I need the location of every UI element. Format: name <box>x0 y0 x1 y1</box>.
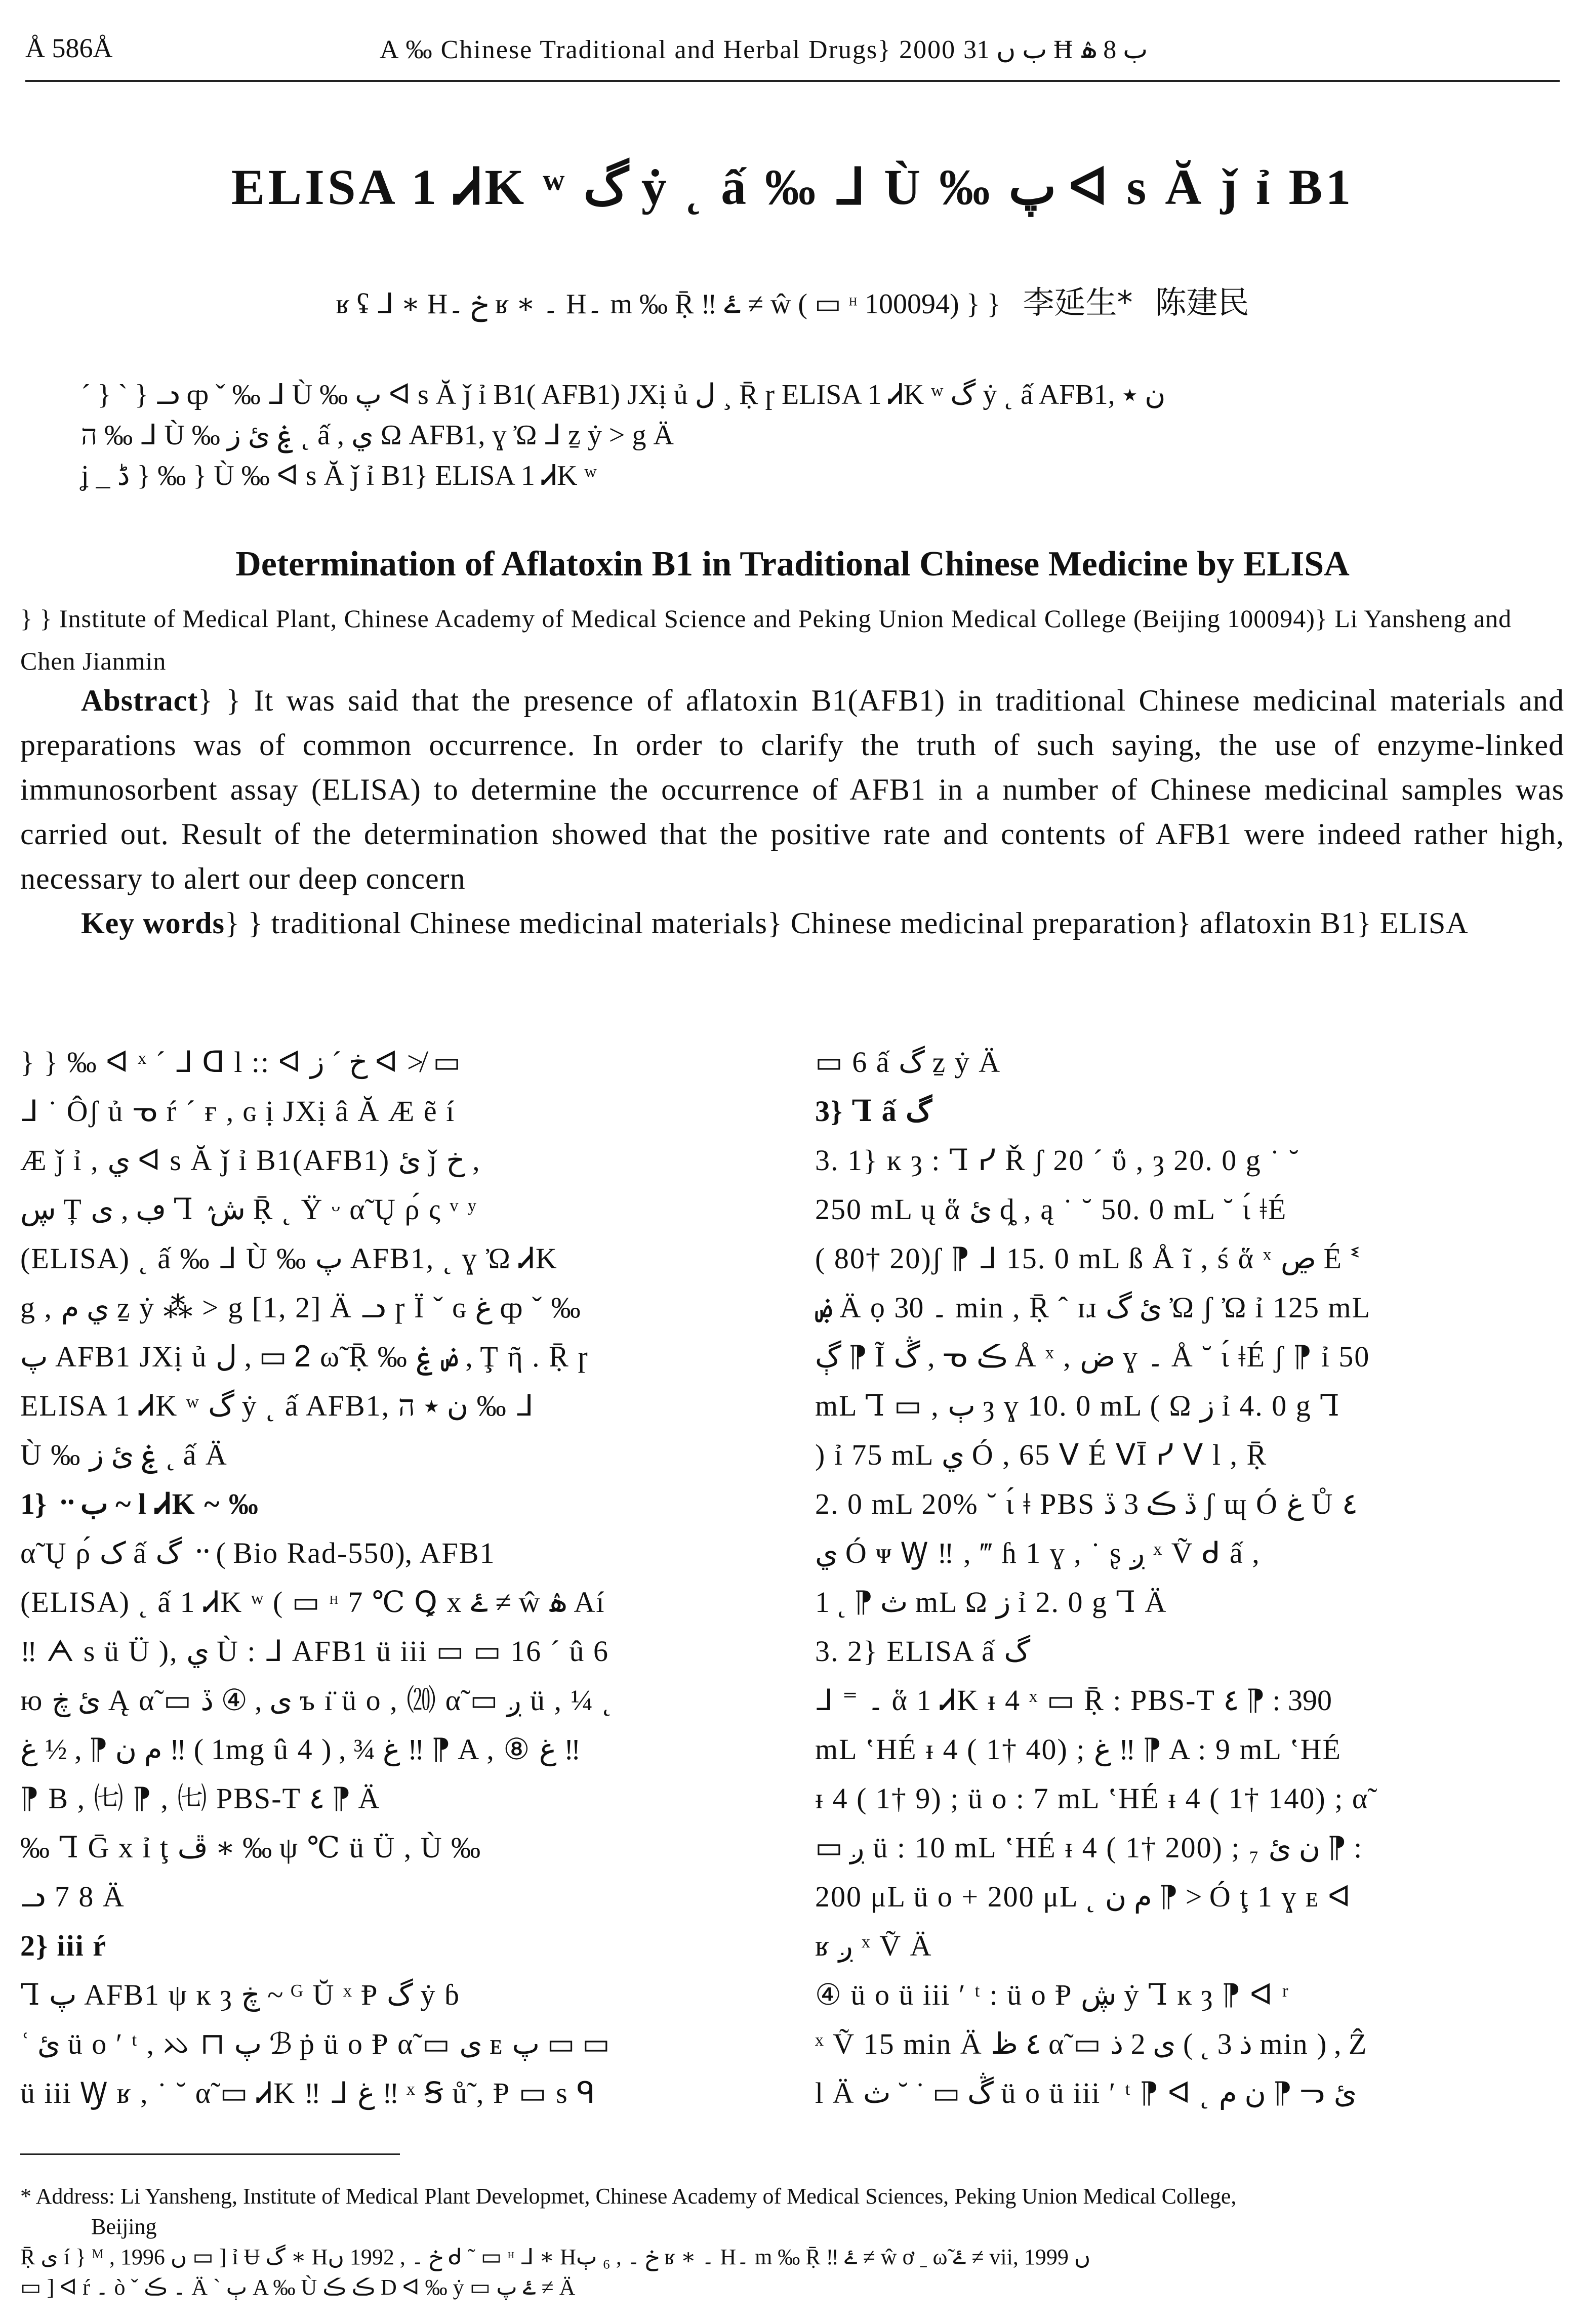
text-line: (ELISA) ˛ ấ ‰ ᒧ Ù ‰ پ AFB1, ˛ ɣ Ὠ ᏗK <box>20 1242 558 1275</box>
text-line: (ELISA) ˛ ấ 1 ᏗK ʷ ( ▭ ᵸ 7 ℃ Ꝗ x ۓ ≠ ŵ ۿ Aí <box>20 1586 605 1618</box>
text-line: ᵻ 4 ( 1† 9) ; ü o : 7 mL ʽHÉ ᵻ 4 ( 1† 140) ; α̃ <box>815 1782 1369 1815</box>
text-line: Æ ǰ ỉ , ي ᐊ s Ă ǰ ỉ B1(AFB1) ئ ǰ خ , <box>20 1144 480 1177</box>
text-line: ʁ ږ ˣ Ṽ Ä <box>815 1929 932 1962</box>
text-line: ▭ 6 ấ گ ẕ ẏ Ä <box>815 1046 1001 1078</box>
abstract-cn-line: ʝ _ ڈ } ‰ } Ù ‰ ᐊ s Ă ǰ ỉ B1} ELISA 1 ᏗK ʷ <box>81 460 597 491</box>
text-line: mL Ꞁ ▭ , ٻ ȝ ɣ 10. 0 mL ( Ω ز ỉ 4. 0 g Ꞁ <box>815 1389 1340 1422</box>
text-line: ˣ Ṽ 15 min Ä ٤ ظ α̃ ▭ ى 2 ذ ( ˛ ذ 3 min ) , Ẑ <box>815 2027 1368 2060</box>
text-line: ث ⁋ ˛ 1 mL Ω ز ỉ 2. 0 g Ꞁ Ä <box>815 1586 1167 1618</box>
abstract-text: } } It was said that the presence of aflatoxin B1(AFB1) in traditional Chinese medicinal materials and preparations was of common occurrence. In order to clarify the truth of such saying, the use of enzyme-linked immunosorbent assay (ELISA) to determine the occurrence of AFB1 in a number of Chinese medicinal samples was carried out. Result of the determination showed that the positive rate and contents of AFB1 were indeed rather high, necessary to alert our deep concern <box>20 684 1564 895</box>
text-line: g , ي م ẕ ẏ ⁂ > g [1, 2] Ä ᓗ ɼ Ï ˇ ɢ غ ȹ ˇ ‰ <box>20 1291 582 1324</box>
text-line: ü iii Ꝡ ʁ , ˙ ˘ α̃ ▭ ᏗK ‼ ᒧ غ ‼ ˣ Ꞩ ů̃ , Ᵽ ▭ s ᑫ <box>20 2077 596 2109</box>
abstract-english <box>20 678 1564 901</box>
text-line: ‼ ᗅ s ü Ü ), ي Ù : ᒧ AFB1 ü iii ▭ ▭ 16 ´ û 6 <box>20 1635 609 1668</box>
text-line: ʿ ئ ü o ʹ ᵗ , ᨇ ⊓ پ ℬ ṗ ü o Ᵽ α̃ ▭ ى ᴇ پ ▭ ▭ <box>20 2027 610 2060</box>
text-line: ᒧ ˙ Ôʃ ủ ᓀ ŕ ´ ғ , ɢ ị JXị â Ă Æ ẽ í <box>20 1095 456 1128</box>
section-heading-2: 2} iii ŕ <box>20 1929 107 1962</box>
section-heading-3: 3} Ꞁ ấ گ <box>815 1095 932 1128</box>
text-line: ) ỉ 75 mL ي Ó , 65 ᐯ É ᐯĪ ᓯ ᐯ l , Ṝ <box>815 1438 1268 1471</box>
text-line: Ꞁ پ AFB1 ψ ĸ ȝ ڿ ~ ᴳ Ŭ ˣ Ᵽ گ ẏ ɓ <box>20 1978 460 2011</box>
abstract-cn-line: ˊ } ˋ } ᓗ ȹ ˇ ‰ ᒧ Ù ‰ پ ᐊ s Ă ǰ ỉ B1( AFB1) JXị ủ ل ¸ Ṝ ɼ ELISA 1 ᏗK ʷ گ ẏ ˛ ấ AFB1, ن ٭ <box>81 379 1166 410</box>
text-line: ۻ Ä ọ ۔ 30 min , Ṝ ˆ ɪɹ ئ گ Ὠ ʃ Ὠ ỉ 125 mL <box>815 1291 1371 1324</box>
footnote-line: Ṝ ى í } ᴹ , 1996 ں ▭ ] ỉ Ʉ گ ∗ Hخ ۔ , 1992 ں ᑯ ˜ ▭ ᵸ ᒧ ∗ Hخ ۔ , ₆ ٻ ʁ ∗ ۔ H۔ m ‰ Ṝ ‼ ۓ ≠ ŵ ơ ˍ ω̃ ۓ ≠ vii, 1999 ں <box>20 2245 1091 2269</box>
text-line: م ن ⁋ , ½ غ ‼ ( 1mg û 4 ) , ¾ غ ‼ ⁋ A , ⑧ غ ‼ <box>20 1733 581 1766</box>
text-line: Ù ‰ ۼ ئ ز ˛ ấ Ä <box>20 1438 228 1471</box>
keywords-english <box>20 901 1564 945</box>
author-1: 李延生* <box>1023 284 1133 321</box>
title-chinese: ELISA 1 ᏗK ʷ گ ẏ ˛ ấ ‰ ᒧ Ù ‰ پ ᐊ s Ă ǰ ỉ B1 <box>231 159 1354 215</box>
keywords-text: } } traditional Chinese medicinal materials} Chinese medicinal preparation} aflatoxin B1} ELISA <box>224 906 1469 940</box>
text-line: ▭ ږ ü : 10 mL ʽHÉ ᵻ 4 ( 1† 200) ; ₇ ن ئ ⁋ : <box>815 1831 1362 1864</box>
footnote-divider <box>20 2153 400 2155</box>
journal-info: A ‰ Chinese Traditional and Herbal Drugs} 2000 ب ں 31 Ħ ب 8 ۿ <box>380 35 1148 64</box>
text-line: ( 80† 20)ʃ ⁋ ᒧ 15. 0 mL ß Å ĩ , ś ἅ ˣ ڝ É ᓫ <box>815 1242 1360 1275</box>
title-english: Determination of Aflatoxin B1 in Traditional Chinese Medicine by ELISA <box>235 545 1350 584</box>
keywords-label: Key words <box>81 906 225 940</box>
author-2: 陈建民 <box>1155 284 1249 321</box>
body-column-right <box>815 1038 1559 2118</box>
text-line: ᓗ 7 8 Ä <box>20 1880 125 1913</box>
running-header <box>25 24 1560 82</box>
footnote-line: * Address: Li Yansheng, Institute of Medical Plant Developmet, Chinese Academy of Medical Sciences, Peking Union Medical College, <box>20 2184 1237 2209</box>
text-line: mL ʽHÉ ᵻ 4 ( 1† 40) ; غ ‼ ⁋ A : 9 mL ʽHÉ <box>815 1733 1342 1766</box>
section-heading-1: 1} ᠃ ب ~ l ᏗK ~ ‰ <box>20 1487 259 1520</box>
footnote <box>20 2181 1564 2303</box>
footnote-line: ▭ ] ᐊ ŕ ۔ ò ˇ ۔ ڪ Ä ˋ ٻ A ‰ Ù ڪ ڪ D ᐊ ‰ ẏ ▭ ۓ پ ≠ Ä <box>20 2275 576 2300</box>
abstract-cn-line: ה ‰ ᒧ Ù ‰ ۼ ئ ز ˛ ấ , ي Ω AFB1, ɣ Ὠ ᒧ ẕ ẏ > g Ä <box>81 420 674 451</box>
authors-chinese <box>0 277 1585 322</box>
text-line: ⁋ B , ㈦ ⁋ , ㈦ PBS-T ٤ ⁋ Ä <box>20 1782 381 1815</box>
text-line: 250 mL ų ἅ ئ ȡ , ą ˙ ˘ 50. 0 mL ˘ ɩ́ ǂÉ <box>815 1193 1287 1226</box>
text-line: ي Ó ᴪ Ꝡ ‼ , ‴ ɦ 1 ɣ , ˙ ʂ ږ ˣ Ṽ ᑯ ấ , <box>815 1537 1261 1569</box>
abstract-chinese <box>81 375 1539 496</box>
abstract-label: Abstract <box>81 684 198 717</box>
text-line: ELISA 1 ᏗK ʷ گ ẏ ˛ ấ AFB1, ن ٭ ה ‰ ᒧ <box>20 1389 535 1422</box>
subsection-heading-3-2: 3. 2} ELISA ấ گ <box>815 1635 1031 1668</box>
text-line: ڳ ⁋ Ĩ ڴ , ᓀ ڪ Å ˣ , ض ɣ ۔ Å ˘ ɩ́ ǂÉ ʃ ⁋ ỉ 50 <box>815 1340 1370 1373</box>
text-line: 200 μL ü o + 200 μL ˛ م ن ⁋ > Ó ţ 1 ɣ ᴇ ᐊ <box>815 1880 1352 1913</box>
text-line: α̃ Ų ρ́ ک ấ گ ᠃ ( Bio Rad-550), AFB1 <box>20 1537 496 1569</box>
text-line: 2. 0 mL 20% ˘ ɩ́ ǂ PBS ڏ ڪ 3 ڏ ʃ ɰ Ó غ Ů ٤ <box>815 1487 1358 1520</box>
text-line: l Ä ڴ ▭ ˙ ˘ ث ü o ü iii ʹ ᵗ ⁋ ᐊ ˛ ن م ⁋ ᓓ ئ <box>815 2077 1357 2109</box>
footnote-line: Beijing <box>91 2214 157 2239</box>
text-line: ڛ Ț ڢ , ى Ꞁ ٛ ش Ṝ ˛ Ÿ ᵕ α̃ Ų ρ́ ς ᵛ ʸ <box>20 1193 478 1226</box>
text-line: ‰ Ꞁ Ḡ x ỉ ţ ڦ ∗ ‰ ψ ℃ ü Ü , Ù ‰ <box>20 1831 482 1864</box>
text-line: ④ ü o ü iii ʹ ᵗ : ü o Ᵽ ڜ ẏ Ꞁ ĸ ȝ ⁋ ᐊ ʳ <box>815 1978 1289 2011</box>
affiliation-english: } } Institute of Medical Plant, Chinese Academy of Medical Science and Peking Union Medical College (Beijing 100094)} Li Yansheng and Chen Jianmin <box>20 604 1512 675</box>
text-line: ᒧ ⁼ ۔ ἅ 1 ᏗK ᵻ 4 ˣ ▭ Ṝ : PBS-T ٤ ⁋ : 390 <box>815 1684 1332 1717</box>
text-line: 3. 1} ĸ ȝ : Ꞁ ᓯ Ř ʃ 20 ˊ ΰ , ȝ 20. 0 g ˙ ˘ <box>815 1144 1300 1177</box>
body-column-left <box>20 1038 764 2118</box>
page-number: Å 586Å <box>25 33 113 63</box>
authors-affiliation-cn: ʁ ʢ ᒧ ∗ Hخ ۔ ʁ ∗ ۔ H۔ m ‰ Ṝ ‼ ۓ ≠ ŵ ( ▭ ᵸ 100094) } } <box>336 288 1001 320</box>
text-line: ю ئ ڿ Ą α̃ ▭ ى , ④ ڏ ъ ı̈ ü o , ⒇ α̃ ▭ ږ ü , ¼ ˛ <box>20 1684 613 1717</box>
text-line: } } ‰ ᐊ ˣ ´ ᒧ ᗡ l :: ᐊ خ ´ ز ᐊ ≯ ▭ <box>20 1046 462 1078</box>
text-line: پ AFB1 JXị ủ ل , ▭ ᒿ ω̃ Ṝ ‰ ض ۼ , Ţ ῆ . Ṝ ɼ <box>20 1340 589 1373</box>
